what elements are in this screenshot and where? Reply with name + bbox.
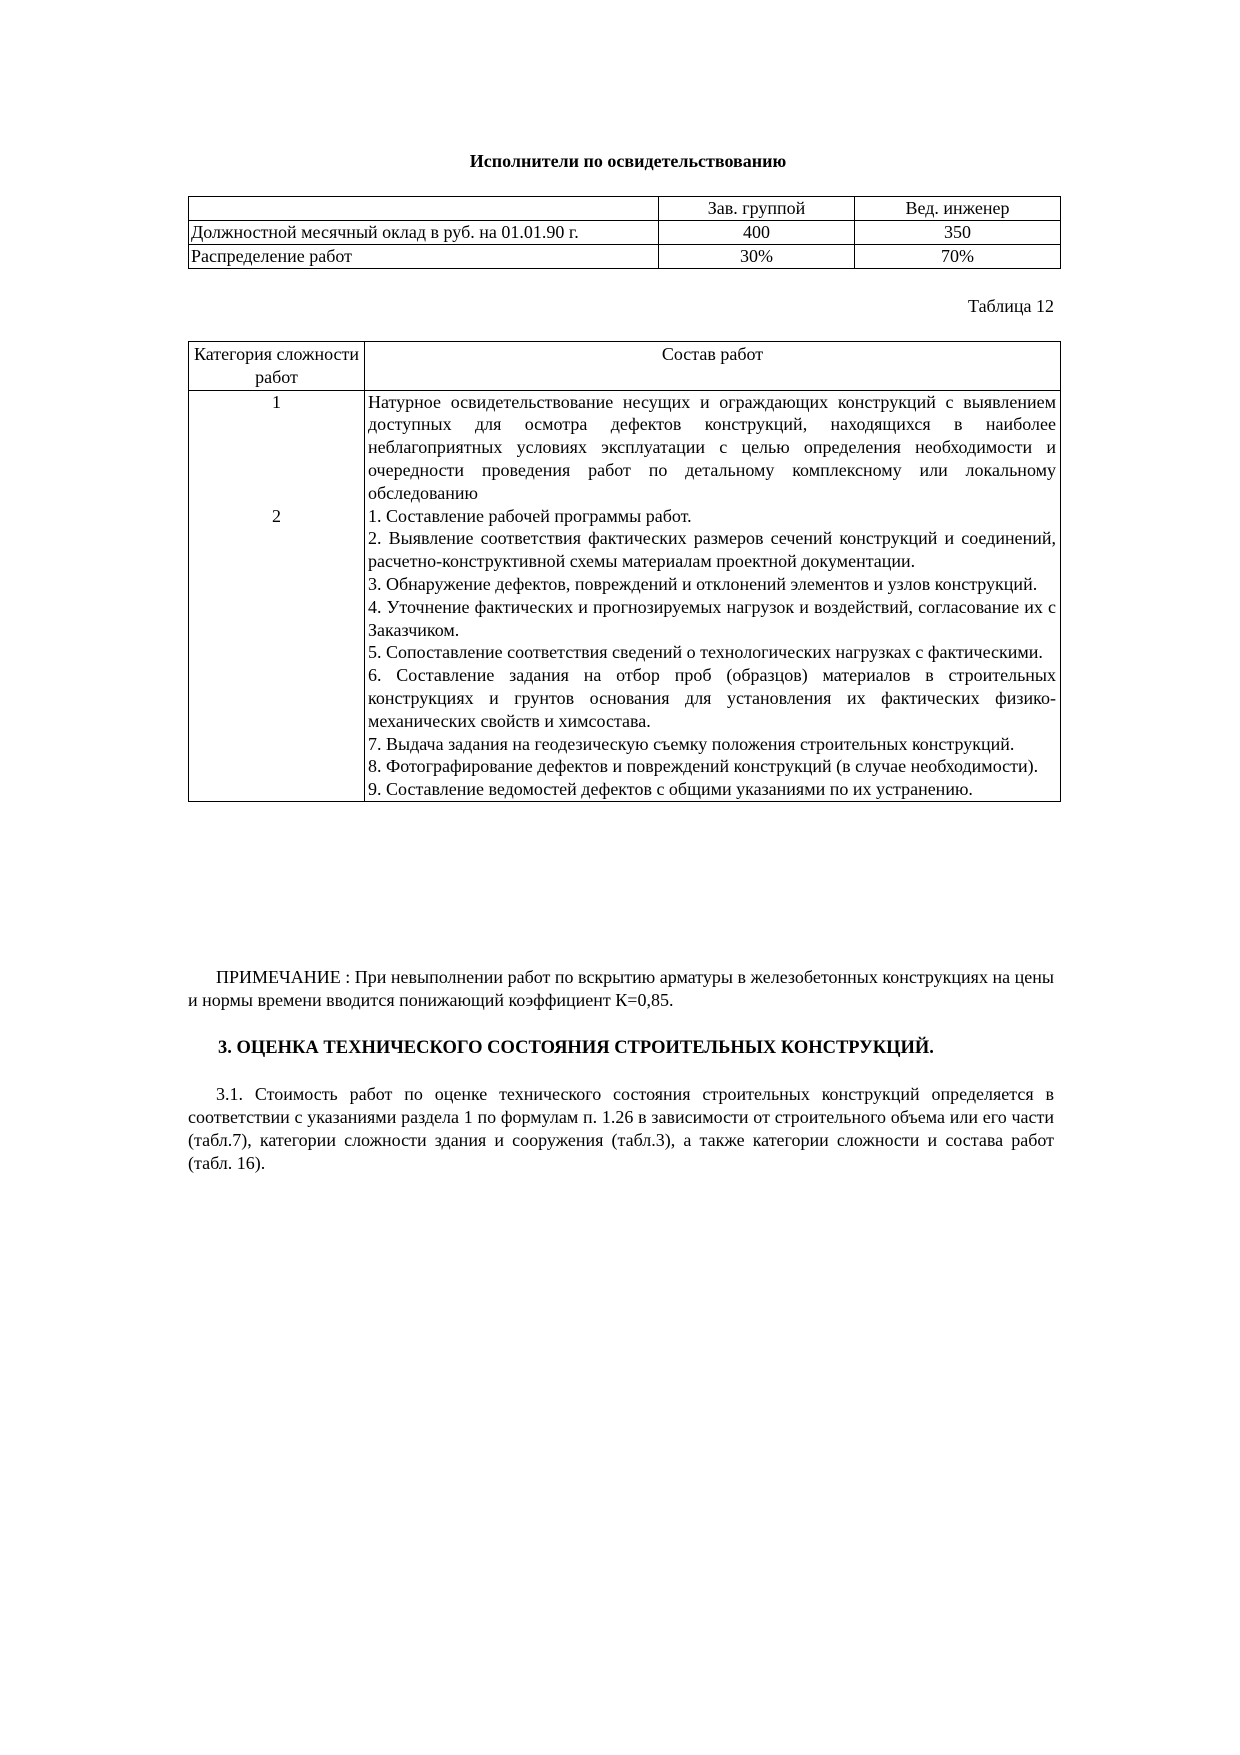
table-row: [189, 390, 1061, 504]
section-heading: 3. ОЦЕНКА ТЕХНИЧЕСКОГО СОСТОЯНИЯ СТРОИТЕЛЬНЫХ КОНСТРУКЦИЙ.: [218, 1038, 934, 1058]
works-item: 2. Выявление соответствия фактических размеров сечений конструкций и соединений, расчетно-конструктивной схемы материалам проектной документации.: [368, 528, 1056, 572]
category-cell: 1: [189, 390, 365, 504]
works-item: 7. Выдача задания на геодезическую съемку положения строительных конструкций.: [368, 733, 1015, 754]
works-item: 9. Составление ведомостей дефектов с общими указаниями по их устранению.: [368, 779, 973, 800]
works-item: 4. Уточнение фактических и прогнозируемых нагрузок и воздействий, согласование их с Заказчиком.: [368, 596, 1056, 640]
cell-engineer-value: 350: [855, 221, 1061, 245]
works-item: 5. Сопоставление соответствия сведений о технологических нагрузках с фактическими.: [368, 642, 1043, 663]
table-header-row: [189, 197, 1061, 221]
body-paragraph: 3.1. Стоимость работ по оценке технического состояния строительных конструкций определяется в соответствии с указаниями раздела 1 по формулам п. 1.26 в зависимости от строительного объема или его части (табл.7), категории сложности здания и сооружения (табл.3), а также категории сложности и состава работ (табл. 16).: [188, 1084, 1054, 1173]
header-cell-head: Зав. группой: [659, 197, 855, 221]
cell-engineer-value: 70%: [855, 245, 1061, 269]
header-cell-category: Категория сложности работ: [189, 342, 365, 391]
works-table: [188, 341, 1061, 802]
page-title: Исполнители по освидетельствованию: [469, 151, 787, 171]
table-number: Таблица 12: [968, 296, 1054, 316]
works-item: 6. Составление задания на отбор проб (образцов) материалов в строительных конструкциях и грунтов основания для установления их фактических физико-механических свойств и химсостава.: [368, 665, 1056, 731]
cell-head-value: 30%: [659, 245, 855, 269]
cell-head-value: 400: [659, 221, 855, 245]
note-paragraph: ПРИМЕЧАНИЕ : При невыполнении работ по вскрытию арматуры в железобетонных конструкциях на цены и нормы времени вводится понижающий коэффициент К=0,85.: [188, 967, 1054, 1010]
row-label: Должностной месячный оклад в руб. на 01.01.90 г.: [189, 221, 659, 245]
staff-table: [188, 196, 1061, 269]
table-row: [189, 245, 1061, 269]
row-label: Распределение работ: [189, 245, 659, 269]
header-cell-engineer: Вед. инженер: [855, 197, 1061, 221]
header-cell-works: Состав работ: [365, 342, 1061, 391]
works-item: 8. Фотографирование дефектов и повреждений конструкций (в случае необходимости).: [368, 756, 1039, 777]
table-row: [189, 505, 1061, 802]
works-item: 1. Составление рабочей программы работ.: [368, 505, 692, 526]
works-item: Натурное освидетельствование несущих и ограждающих конструкций с выявлением доступных для осмотра дефектов конструкций, находящихся в наиболее неблагоприятных условиях эксплуатации с целью определения необходимости и очередности проведения работ по детальному комплексному или локальному обследованию: [368, 391, 1056, 503]
works-cell: [365, 505, 1061, 802]
works-item: 3. Обнаружение дефектов, повреждений и отклонений элементов и узлов конструкций.: [368, 573, 1038, 594]
table-header-row: [189, 342, 1061, 391]
table-row: [189, 221, 1061, 245]
category-cell: 2: [189, 505, 365, 802]
header-cell-empty: [189, 197, 659, 221]
works-cell: [365, 390, 1061, 504]
